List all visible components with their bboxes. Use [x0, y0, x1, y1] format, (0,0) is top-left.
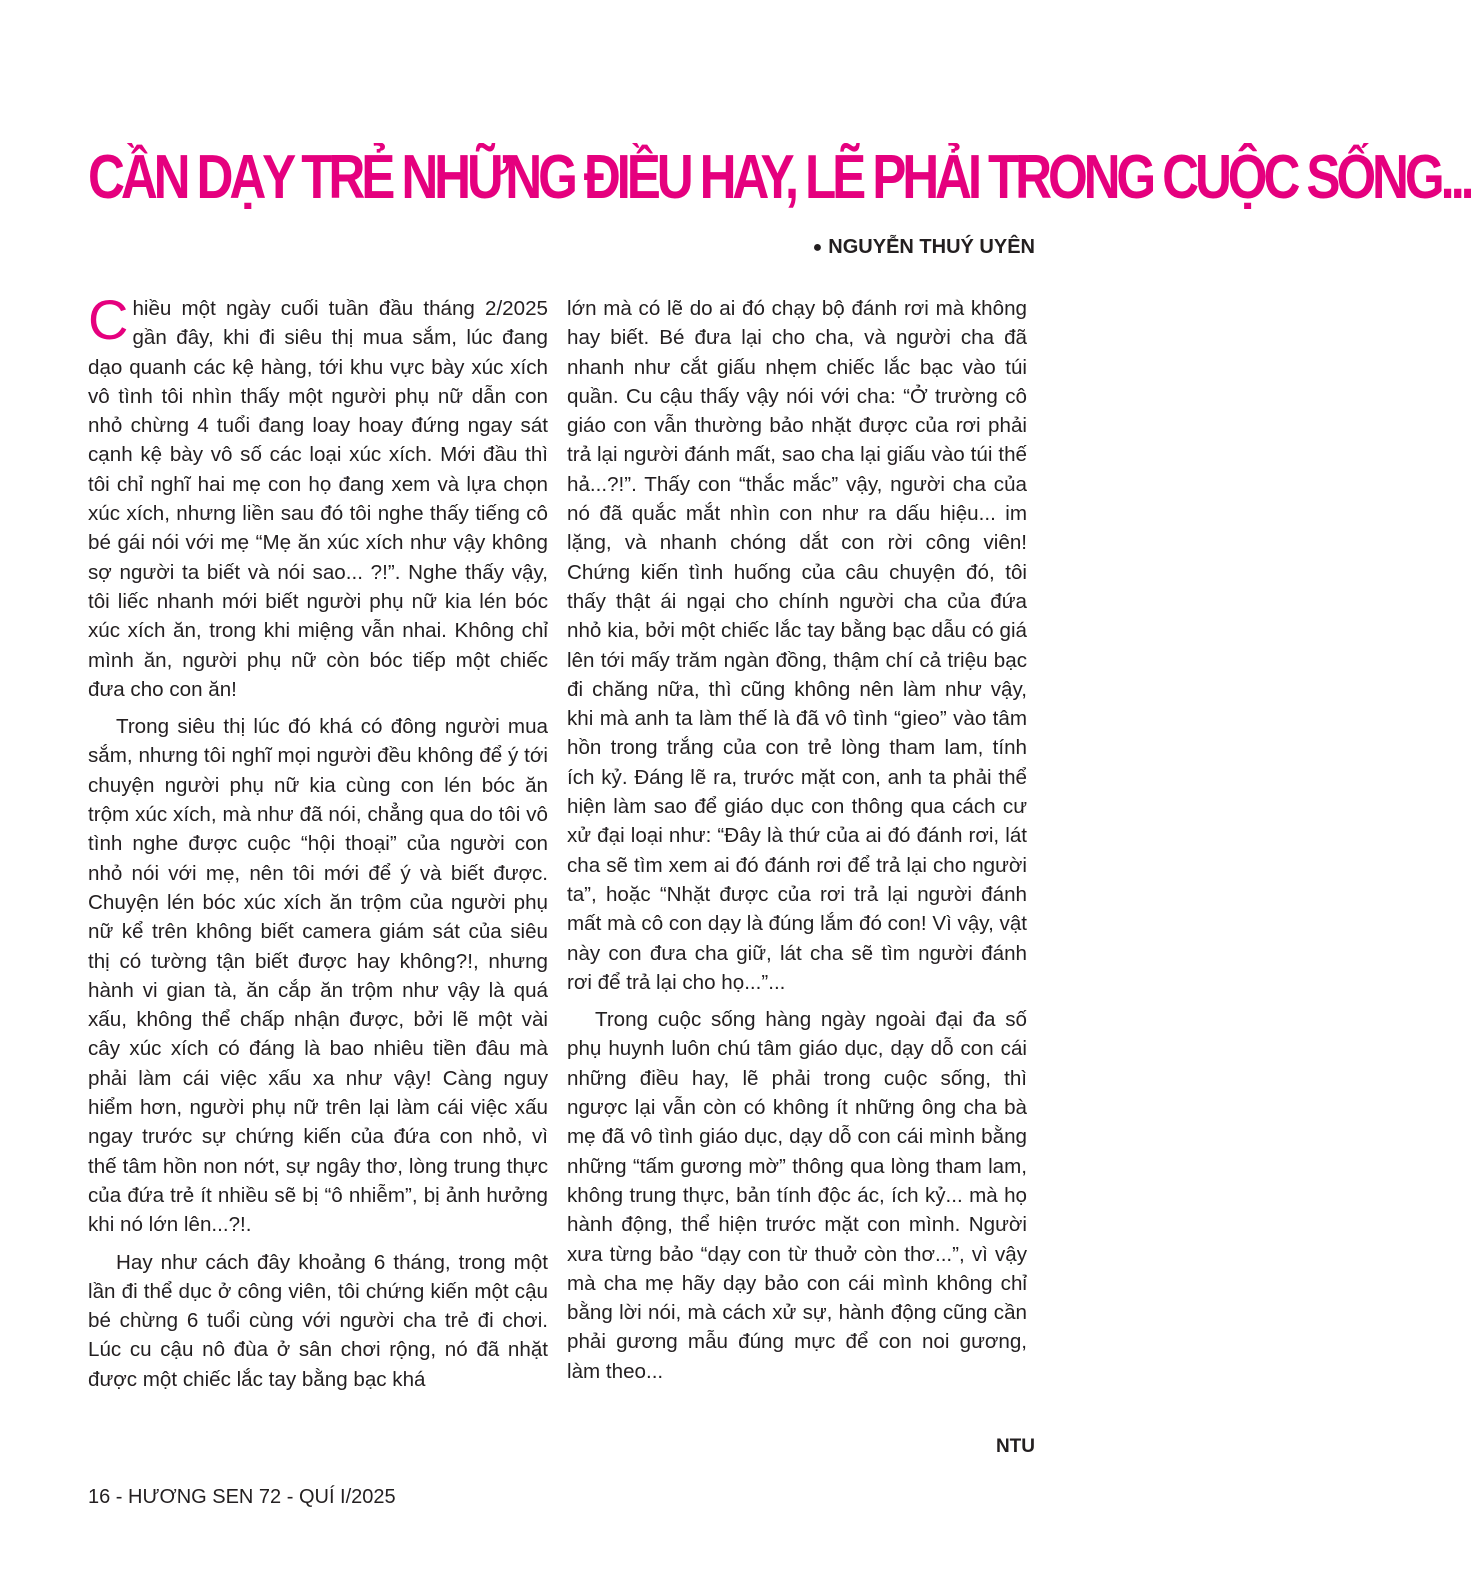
- page-footer: 16 - HƯƠNG SEN 72 - QUÍ I/2025: [88, 1486, 396, 1508]
- article-paragraph: [88, 288, 548, 704]
- article-column-right: [567, 294, 1027, 1386]
- article-paragraph: lớn mà có lẽ do ai đó chạy bộ đánh rơi mà không hay biết. Bé đưa lại cho cha, và người cha đã nhanh như cắt giấu nhẹm chiếc lắc bạc vào túi quần. Cu cậu thấy vậy nói với cha: “Ở trường cô giáo con vẫn thường bảo nhặt được của rơi phải trả lại người đánh mất, sao cha lại giấu vào túi thế hả...?!”. Thấy con “thắc mắc” vậy, người cha của nó đã quắc mắt nhìn con như ra dấu hiệu... im lặng, và nhanh chóng dắt con rời công viên! Chứng kiến tình huống của câu chuyện đó, tôi thấy thật ái ngại cho chính người cha của đứa nhỏ kia, bởi một chiếc lắc tay bằng bạc dẫu có giá lên tới mấy trăm ngàn đồng, thậm chí cả triệu bạc đi chăng nữa, thì cũng không nên làm như vậy, khi mà anh ta làm thế là đã vô tình “gieo” vào tâm hồn trong trắng của con trẻ lòng tham lam, tính ích kỷ. Đáng lẽ ra, trước mặt con, anh ta phải thể hiện làm sao để giáo dục con thông qua cách cư xử đại loại như: “Đây là thứ của ai đó đánh rơi, lát cha sẽ tìm xem ai đó đánh rơi để trả lại cho người ta”, hoặc “Nhặt được của rơi trả lại người đánh mất mà cô con dạy là đúng lắm đó con! Vì vậy, vật này con đưa cha giữ, lát cha sẽ tìm người đánh rơi để trả lại cho họ...”...: [567, 297, 1027, 994]
- author-byline: [813, 236, 1035, 259]
- article-paragraph: Trong cuộc sống hàng ngày ngoài đại đa số phụ huynh luôn chú tâm giáo dục, dạy dỗ con cái những điều hay, lẽ phải trong cuộc sống, thì ngược lại vẫn còn có không ít những ông cha bà mẹ đã vô tình giáo dục, dạy dỗ con cái mình bằng những “tấm gương mờ” thông qua lòng tham lam, không trung thực, bản tính độc ác, ích kỷ... mà họ hành động, thể hiện trước mặt con mình. Người xưa từng bảo “dạy con từ thuở còn thơ...”, vì vậy mà cha mẹ hãy dạy bảo con cái mình không chỉ bằng lời nói, mà cách xử sự, hành động cũng cần phải gương mẫu đúng mực để con noi gương, làm theo...: [567, 1008, 1027, 1383]
- article-title: CẦN DẠY TRẺ NHỮNG ĐIỀU HAY, LẼ PHẢI TRONG CUỘC SỐNG...: [88, 143, 1471, 212]
- bullet-icon: ●: [812, 238, 823, 256]
- author-name: NGUYỄN THUÝ UYÊN: [828, 236, 1035, 258]
- article-paragraph: Hay như cách đây khoảng 6 tháng, trong một lần đi thể dục ở công viên, tôi chứng kiến một cậu bé chừng 6 tuổi cùng với người cha trẻ đi chơi. Lúc cu cậu nô đùa ở sân chơi rộng, nó đã nhặt được một chiếc lắc tay bằng bạc khá: [88, 1250, 548, 1391]
- article-signature: NTU: [995, 1436, 1035, 1457]
- drop-cap: C: [88, 288, 129, 351]
- paragraph-text: hiều một ngày cuối tuần đầu tháng 2/2025 gần đây, khi đi siêu thị mua sắm, lúc đang dạo quanh các kệ hàng, tới khu vực bày xúc xích vô tình tôi nhìn thấy một người phụ nữ dẫn con nhỏ chừng 4 tuổi đang loay hoay đứng ngay sát cạnh kệ bày vô số các loại xúc xích. Mới đầu thì tôi chỉ nghĩ hai mẹ con họ đang xem và lựa chọn xúc xích, nhưng liền sau đó tôi nghe thấy tiếng cô bé gái nói với mẹ “Mẹ ăn xúc xích như vậy không sợ người ta biết và nói sao... ?!”. Nghe thấy vậy, tôi liếc nhanh mới biết người phụ nữ kia lén bóc xúc xích ăn, trong khi miệng vẫn nhai. Không chỉ mình ăn, người phụ nữ còn bóc tiếp một chiếc đưa cho con ăn!: [88, 297, 548, 701]
- article-column-left: [88, 288, 548, 1394]
- article-paragraph: Trong siêu thị lúc đó khá có đông người mua sắm, nhưng tôi nghĩ mọi người đều không để ý tới chuyện người phụ nữ kia cùng con lén bóc ăn trộm xúc xích, mà như đã nói, chẳng qua do tôi vô tình nghe được cuộc “hội thoại” của người con nhỏ nói với mẹ, nên tôi mới để ý và biết được. Chuyện lén bóc xúc xích ăn trộm của người phụ nữ kể trên không biết camera giám sát của siêu thị có tường tận biết được hay không?!, nhưng hành vi gian tà, ăn cắp ăn trộm như vậy là quá xấu, không thể chấp nhận được, bởi lẽ một vài cây xúc xích có đáng là bao nhiêu tiền đâu mà phải làm cái việc xấu xa như vậy! Càng nguy hiểm hơn, người phụ nữ trên lại làm cái việc xấu ngay trước sự chứng kiến của đứa con nhỏ, vì thế tâm hồn non nớt, sự ngây thơ, lòng trung thực của đứa trẻ ít nhiều sẽ bị “ô nhiễm”, bị ảnh hưởng khi nó lớn lên...?!.: [88, 715, 548, 1237]
